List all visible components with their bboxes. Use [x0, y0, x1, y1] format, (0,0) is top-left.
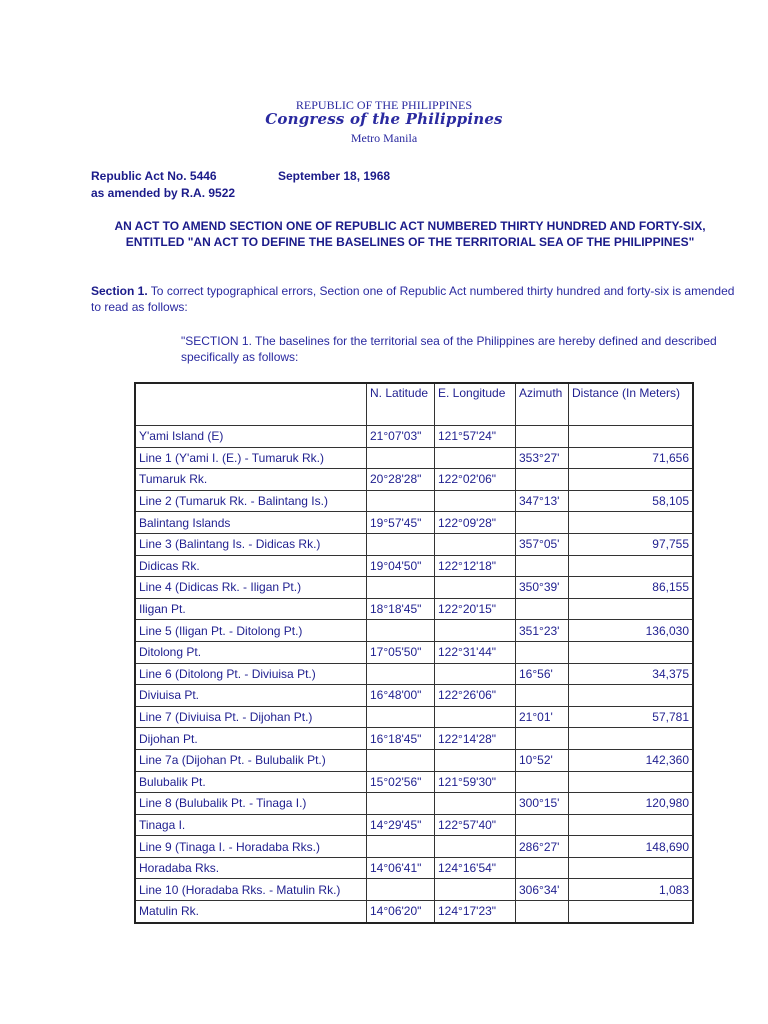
latitude-cell: 14°06'20" — [367, 901, 435, 923]
longitude-cell: 122°20'15" — [435, 598, 516, 620]
name-cell: Didicas Rk. — [135, 555, 367, 577]
act-date: September 18, 1968 — [278, 169, 391, 183]
distance-cell: 58,105 — [569, 490, 694, 512]
latitude-cell: 14°29'45" — [367, 814, 435, 836]
name-cell: Line 4 (Didicas Rk. - Iligan Pt.) — [135, 577, 367, 599]
latitude-cell: 19°57'45" — [367, 512, 435, 534]
azimuth-cell — [516, 728, 569, 750]
latitude-cell — [367, 706, 435, 728]
distance-cell — [569, 814, 694, 836]
table-row — [135, 793, 693, 815]
table-row — [135, 577, 693, 599]
longitude-cell — [435, 620, 516, 642]
table-row — [135, 771, 693, 793]
header-longitude-cell: E. Longitude — [435, 383, 516, 426]
table-row — [135, 706, 693, 728]
longitude-cell — [435, 577, 516, 599]
longitude-cell — [435, 663, 516, 685]
azimuth-cell — [516, 685, 569, 707]
distance-cell — [569, 555, 694, 577]
section-paragraph — [91, 283, 741, 315]
longitude-cell: 122°57'40" — [435, 814, 516, 836]
table-row — [135, 533, 693, 555]
distance-cell: 34,375 — [569, 663, 694, 685]
table-row — [135, 749, 693, 771]
name-cell: Balintang Islands — [135, 512, 367, 534]
distance-cell: 1,083 — [569, 879, 694, 901]
distance-cell: 57,781 — [569, 706, 694, 728]
latitude-cell — [367, 836, 435, 858]
table-row — [135, 641, 693, 663]
location-header: Metro Manila — [350, 131, 418, 145]
azimuth-cell — [516, 857, 569, 879]
distance-cell: 136,030 — [569, 620, 694, 642]
congress-header: Congress of the Philippines — [265, 110, 503, 128]
azimuth-cell: 21°01' — [516, 706, 569, 728]
section-label: Section 1. — [91, 284, 148, 298]
distance-cell — [569, 426, 694, 448]
name-cell: Tumaruk Rk. — [135, 469, 367, 491]
latitude-cell: 16°18'45" — [367, 728, 435, 750]
section-text: To correct typographical errors, Section one of Republic Act numbered thirty hundred and forty-six is amended to read as follows: — [91, 284, 735, 314]
azimuth-cell — [516, 598, 569, 620]
table-row — [135, 447, 693, 469]
latitude-cell — [367, 663, 435, 685]
act-title: AN ACT TO AMEND SECTION ONE OF REPUBLIC ACT NUMBERED THIRTY HUNDRED AND FORTY-SIX, ENTITLED "AN ACT TO DEFINE THE BASELINES OF THE TERRITORIAL SEA OF THE PHILIPPINES" — [114, 219, 706, 249]
latitude-cell: 18°18'45" — [367, 598, 435, 620]
distance-cell: 142,360 — [569, 749, 694, 771]
baselines-table-body — [135, 383, 693, 923]
latitude-cell — [367, 490, 435, 512]
longitude-cell: 121°59'30" — [435, 771, 516, 793]
longitude-cell — [435, 836, 516, 858]
azimuth-cell — [516, 641, 569, 663]
table-row — [135, 879, 693, 901]
azimuth-cell: 351°23' — [516, 620, 569, 642]
longitude-cell — [435, 490, 516, 512]
longitude-cell — [435, 749, 516, 771]
azimuth-cell — [516, 555, 569, 577]
name-cell: Line 9 (Tinaga I. - Horadaba Rks.) — [135, 836, 367, 858]
name-cell: Line 10 (Horadaba Rks. - Matulin Rk.) — [135, 879, 367, 901]
latitude-cell: 17°05'50" — [367, 641, 435, 663]
distance-cell — [569, 685, 694, 707]
name-cell: Line 1 (Y'ami I. (E.) - Tumaruk Rk.) — [135, 447, 367, 469]
distance-cell — [569, 901, 694, 923]
longitude-cell: 122°12'18" — [435, 555, 516, 577]
header-distance-cell: Distance (In Meters) — [569, 383, 694, 426]
longitude-cell: 122°31'44" — [435, 641, 516, 663]
distance-cell: 86,155 — [569, 577, 694, 599]
name-cell: Line 2 (Tumaruk Rk. - Balintang Is.) — [135, 490, 367, 512]
longitude-cell: 122°02'06" — [435, 469, 516, 491]
name-cell: Dijohan Pt. — [135, 728, 367, 750]
longitude-cell: 124°17'23" — [435, 901, 516, 923]
table-row — [135, 663, 693, 685]
name-cell: Line 8 (Bulubalik Pt. - Tinaga I.) — [135, 793, 367, 815]
name-cell: Line 7 (Diviuisa Pt. - Dijohan Pt.) — [135, 706, 367, 728]
distance-cell — [569, 771, 694, 793]
latitude-cell — [367, 447, 435, 469]
azimuth-cell — [516, 512, 569, 534]
latitude-cell: 21°07'03" — [367, 426, 435, 448]
latitude-cell — [367, 577, 435, 599]
longitude-cell: 122°26'06" — [435, 685, 516, 707]
azimuth-cell: 357°05' — [516, 533, 569, 555]
latitude-cell — [367, 620, 435, 642]
longitude-cell — [435, 793, 516, 815]
azimuth-cell — [516, 426, 569, 448]
name-cell: Ditolong Pt. — [135, 641, 367, 663]
republic-header: REPUBLIC OF THE PHILIPPINES — [295, 98, 473, 112]
longitude-cell — [435, 706, 516, 728]
azimuth-cell — [516, 901, 569, 923]
distance-cell: 97,755 — [569, 533, 694, 555]
distance-cell — [569, 728, 694, 750]
name-cell: Horadaba Rks. — [135, 857, 367, 879]
latitude-cell — [367, 749, 435, 771]
azimuth-cell: 10°52' — [516, 749, 569, 771]
table-header-row — [135, 383, 693, 426]
table-row — [135, 555, 693, 577]
table-row — [135, 490, 693, 512]
distance-cell — [569, 512, 694, 534]
header-azimuth-cell: Azimuth — [516, 383, 569, 426]
azimuth-cell — [516, 771, 569, 793]
table-row — [135, 620, 693, 642]
latitude-cell: 14°06'41" — [367, 857, 435, 879]
distance-cell — [569, 469, 694, 491]
table-row — [135, 901, 693, 923]
longitude-cell: 122°09'28" — [435, 512, 516, 534]
header-latitude-cell: N. Latitude — [367, 383, 435, 426]
name-cell: Bulubalik Pt. — [135, 771, 367, 793]
table-row — [135, 814, 693, 836]
table-row — [135, 857, 693, 879]
act-amended: as amended by R.A. 9522 — [91, 186, 236, 200]
azimuth-cell: 16°56' — [516, 663, 569, 685]
latitude-cell: 20°28'28" — [367, 469, 435, 491]
longitude-cell — [435, 533, 516, 555]
act-number: Republic Act No. 5446 — [91, 169, 217, 183]
azimuth-cell: 306°34' — [516, 879, 569, 901]
name-cell: Line 3 (Balintang Is. - Didicas Rk.) — [135, 533, 367, 555]
longitude-cell: 122°14'28" — [435, 728, 516, 750]
latitude-cell: 19°04'50" — [367, 555, 435, 577]
latitude-cell — [367, 533, 435, 555]
azimuth-cell — [516, 469, 569, 491]
name-cell: Diviuisa Pt. — [135, 685, 367, 707]
azimuth-cell: 286°27' — [516, 836, 569, 858]
table-row — [135, 469, 693, 491]
section-quote: "SECTION 1. The baselines for the territorial sea of the Philippines are hereby defined and described specifically as follows: — [181, 334, 717, 364]
table-row — [135, 426, 693, 448]
azimuth-cell: 350°39' — [516, 577, 569, 599]
baselines-table — [134, 382, 694, 924]
name-cell: Line 5 (Iligan Pt. - Ditolong Pt.) — [135, 620, 367, 642]
table-row — [135, 836, 693, 858]
table-row — [135, 728, 693, 750]
longitude-cell — [435, 447, 516, 469]
distance-cell — [569, 598, 694, 620]
table-row — [135, 598, 693, 620]
distance-cell — [569, 641, 694, 663]
azimuth-cell — [516, 814, 569, 836]
distance-cell: 120,980 — [569, 793, 694, 815]
table-row — [135, 512, 693, 534]
latitude-cell — [367, 879, 435, 901]
distance-cell — [569, 857, 694, 879]
azimuth-cell: 353°27' — [516, 447, 569, 469]
header-name-cell — [135, 383, 367, 426]
longitude-cell: 121°57'24" — [435, 426, 516, 448]
name-cell: Line 6 (Ditolong Pt. - Diviuisa Pt.) — [135, 663, 367, 685]
longitude-cell: 124°16'54" — [435, 857, 516, 879]
name-cell: Line 7a (Dijohan Pt. - Bulubalik Pt.) — [135, 749, 367, 771]
table-row — [135, 685, 693, 707]
latitude-cell — [367, 793, 435, 815]
azimuth-cell: 347°13' — [516, 490, 569, 512]
longitude-cell — [435, 879, 516, 901]
distance-cell: 148,690 — [569, 836, 694, 858]
name-cell: Y'ami Island (E) — [135, 426, 367, 448]
latitude-cell: 16°48'00" — [367, 685, 435, 707]
name-cell: Matulin Rk. — [135, 901, 367, 923]
name-cell: Tinaga I. — [135, 814, 367, 836]
distance-cell: 71,656 — [569, 447, 694, 469]
latitude-cell: 15°02'56" — [367, 771, 435, 793]
name-cell: Iligan Pt. — [135, 598, 367, 620]
azimuth-cell: 300°15' — [516, 793, 569, 815]
